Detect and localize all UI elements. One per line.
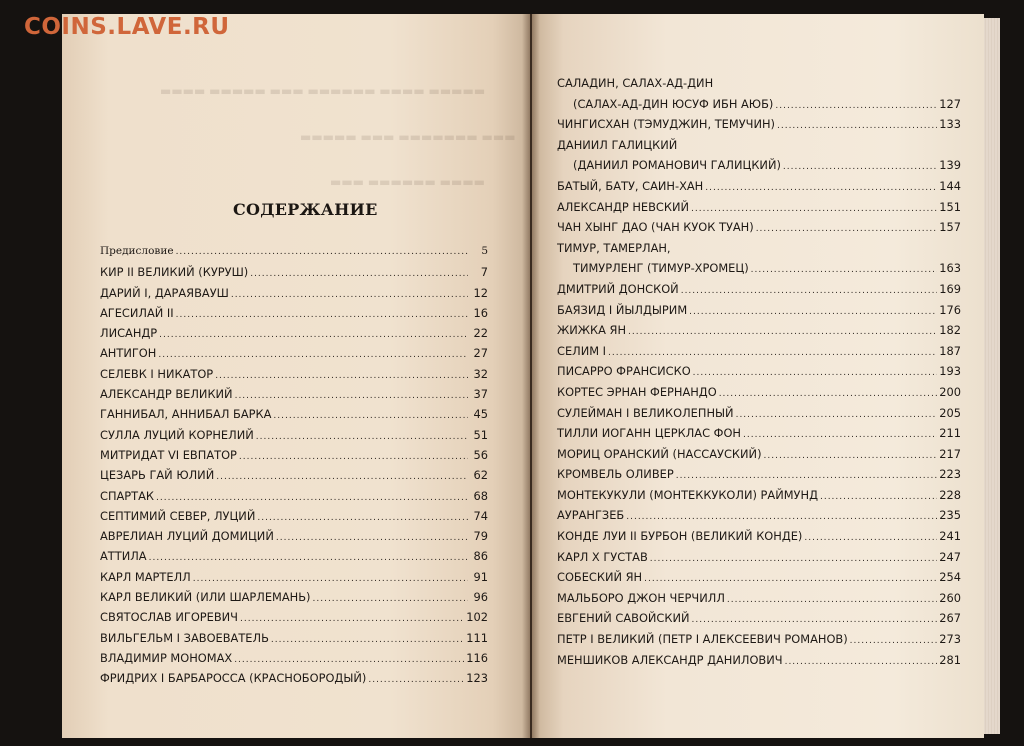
toc-entry — [557, 344, 961, 365]
toc-leader-dots — [777, 121, 937, 131]
toc-leader-dots — [273, 411, 468, 421]
toc-entry — [100, 651, 488, 671]
toc-entry-title: АТТИЛА — [100, 549, 147, 564]
toc-entry-page: 123 — [466, 671, 488, 686]
toc-entry — [100, 631, 488, 651]
toc-entry-title: СЕЛИМ I — [557, 343, 607, 358]
toc-entry-title: СОБЕСКИЙ ЯН — [557, 570, 643, 585]
toc-entry-page: 74 — [473, 508, 488, 523]
toc-entry-page: 217 — [939, 446, 961, 461]
toc-leader-dots — [693, 368, 938, 378]
toc-entry-page: 86 — [473, 549, 488, 564]
toc-leader-dots — [626, 512, 937, 522]
toc-entry — [557, 117, 961, 138]
toc-entry-page: 205 — [939, 405, 961, 420]
toc-entry — [557, 406, 961, 427]
toc-entry-page: 133 — [939, 117, 961, 132]
toc-entry — [557, 241, 961, 262]
toc-heading: СОДЕРЖАНИЕ — [233, 200, 378, 219]
toc-leader-dots — [719, 389, 938, 399]
toc-leader-dots — [176, 310, 468, 320]
toc-entry-page: 176 — [939, 302, 961, 317]
toc-entry-title: МОНТЕКУКУЛИ (МОНТЕККУКОЛИ) РАЙМУНД — [557, 487, 818, 502]
toc-entry-title: БАТЫЙ, БАТУ, САИН-ХАН — [557, 178, 704, 193]
toc-entry-page: 12 — [473, 285, 488, 300]
toc-entry-title: КАРЛ МАРТЕЛЛ — [100, 569, 191, 584]
toc-leader-dots — [628, 327, 937, 337]
toc-entry — [557, 550, 961, 571]
toc-entry-page: 273 — [939, 632, 961, 647]
toc-entry — [100, 509, 488, 529]
toc-entry — [557, 97, 961, 118]
toc-leader-dots — [764, 451, 938, 461]
toc-entry-page: 281 — [939, 652, 961, 667]
toc-entry-page: 187 — [939, 343, 961, 358]
bleed-through: ▬▬▬ ▬▬▬▬▬▬ ▬▬▬▬ — [330, 175, 486, 189]
toc-entry — [557, 426, 961, 447]
toc-entry-title: КИР II ВЕЛИКИЙ (КУРУШ) — [100, 265, 249, 280]
toc-leader-dots — [231, 290, 468, 300]
toc-leader-dots — [156, 493, 468, 503]
toc-entry-title: ТИМУР, ТАМЕРЛАН, — [557, 240, 671, 255]
toc-entry-title: ЛИСАНДР — [100, 326, 158, 341]
toc-entry — [100, 448, 488, 468]
toc-entry-page: 151 — [939, 199, 961, 214]
toc-entry-title: КОНДЕ ЛУИ II БУРБОН (ВЕЛИКИЙ КОНДЕ) — [557, 529, 803, 544]
toc-leader-dots — [751, 265, 938, 275]
toc-leader-dots — [271, 635, 464, 645]
toc-entry-title: ЧИНГИСХАН (ТЭМУДЖИН, ТЕМУЧИН) — [557, 117, 775, 132]
toc-leader-dots — [692, 615, 938, 625]
toc-entry-page: 223 — [939, 467, 961, 482]
toc-leader-dots — [650, 554, 937, 564]
toc-entry — [557, 261, 961, 282]
toc-leader-dots — [783, 162, 937, 172]
book-gutter — [522, 14, 540, 738]
toc-leader-dots — [257, 513, 468, 523]
toc-entry-title: СВЯТОСЛАВ ИГОРЕВИЧ — [100, 610, 238, 625]
toc-entry-page: 16 — [473, 305, 488, 320]
toc-entry — [100, 306, 488, 326]
toc-list-right — [557, 76, 961, 673]
toc-entry-title: ТИМУРЛЕНГ (ТИМУР-ХРОМЕЦ) — [573, 261, 749, 276]
toc-entry — [100, 570, 488, 590]
toc-entry-title: ВЛАДИМИР МОНОМАХ — [100, 650, 233, 665]
toc-entry-page: 163 — [939, 261, 961, 276]
toc-entry — [100, 245, 488, 265]
toc-entry-title: СПАРТАК — [100, 488, 155, 503]
toc-entry-title: ЖИЖКА ЯН — [557, 323, 627, 338]
toc-entry-title: КАРЛ Х ГУСТАВ — [557, 549, 648, 564]
toc-entry-title: (ДАНИИЛ РОМАНОВИЧ ГАЛИЦКИЙ) — [573, 158, 781, 173]
toc-entry — [100, 407, 488, 427]
toc-entry-title: ПИСАРРО ФРАНСИСКО — [557, 364, 691, 379]
toc-leader-dots — [176, 247, 468, 257]
toc-entry — [557, 179, 961, 200]
toc-entry-page: 37 — [473, 387, 488, 402]
toc-leader-dots — [193, 574, 468, 584]
page-edges — [984, 18, 1000, 734]
toc-leader-dots — [158, 350, 468, 360]
toc-leader-dots — [785, 657, 938, 667]
toc-leader-dots — [736, 410, 938, 420]
toc-entry-page: 62 — [473, 468, 488, 483]
toc-entry-title: ДАРИЙ I, ДАРАЯВАУШ — [100, 285, 229, 300]
toc-entry-title: СЕЛЕВК I НИКАТОР — [100, 366, 214, 381]
toc-entry — [100, 610, 488, 630]
toc-leader-dots — [727, 595, 937, 605]
toc-entry-page: 56 — [473, 447, 488, 462]
toc-entry — [557, 447, 961, 468]
toc-entry — [557, 323, 961, 344]
toc-entry-page: 32 — [473, 366, 488, 381]
toc-entry — [100, 326, 488, 346]
toc-entry — [557, 632, 961, 653]
toc-leader-dots — [216, 472, 468, 482]
toc-leader-dots — [240, 614, 464, 624]
toc-entry-page: 182 — [939, 323, 961, 338]
toc-entry-title: АЛЕКСАНДР НЕВСКИЙ — [557, 199, 689, 214]
toc-leader-dots — [820, 492, 937, 502]
toc-entry-title: ВИЛЬГЕЛЬМ I ЗАВОЕВАТЕЛЬ — [100, 630, 269, 645]
toc-entry — [557, 76, 961, 97]
toc-entry-page: 247 — [939, 549, 961, 564]
toc-entry — [557, 591, 961, 612]
toc-leader-dots — [239, 452, 468, 462]
bleed-through: ▬▬▬▬▬ ▬▬▬ ▬▬▬▬▬▬▬ ▬▬▬ — [300, 130, 516, 144]
toc-entry-page: 51 — [473, 427, 488, 442]
toc-entry-title: ПЕТР I ВЕЛИКИЙ (ПЕТР I АЛЕКСЕЕВИЧ РОМАНОВ) — [557, 632, 848, 647]
toc-entry-page: 267 — [939, 611, 961, 626]
toc-entry-page: 45 — [473, 407, 488, 422]
toc-entry — [557, 364, 961, 385]
toc-entry-page: 22 — [473, 326, 488, 341]
toc-entry-title: АУРАНГЗЕБ — [557, 508, 625, 523]
toc-entry-page: 235 — [939, 508, 961, 523]
toc-leader-dots — [676, 471, 938, 481]
toc-entry — [100, 489, 488, 509]
toc-leader-dots — [215, 371, 468, 381]
toc-entry-title: МЕНШИКОВ АЛЕКСАНДР ДАНИЛОВИЧ — [557, 652, 783, 667]
toc-entry — [557, 138, 961, 159]
toc-entry-title: ЦЕЗАРЬ ГАЙ ЮЛИЙ — [100, 468, 215, 483]
toc-entry-title: КРОМВЕЛЬ ОЛИВЕР — [557, 467, 674, 482]
toc-entry-title: СУЛЕЙМАН I ВЕЛИКОЛЕПНЫЙ — [557, 405, 734, 420]
toc-entry — [557, 570, 961, 591]
toc-entry-page: 27 — [473, 346, 488, 361]
toc-leader-dots — [313, 594, 469, 604]
toc-entry-title: ТИЛЛИ ИОГАНН ЦЕРКЛАС ФОН — [557, 426, 741, 441]
toc-entry-page: 102 — [466, 610, 488, 625]
toc-entry — [557, 220, 961, 241]
toc-entry — [557, 385, 961, 406]
toc-entry-title: Предисловие — [100, 245, 174, 257]
toc-entry-page: 260 — [939, 590, 961, 605]
toc-leader-dots — [743, 430, 937, 440]
toc-entry-page: 228 — [939, 487, 961, 502]
toc-leader-dots — [691, 204, 937, 214]
toc-leader-dots — [368, 675, 464, 685]
toc-leader-dots — [608, 348, 937, 358]
toc-entry — [100, 428, 488, 448]
toc-leader-dots — [804, 533, 937, 543]
toc-leader-dots — [234, 655, 464, 665]
toc-entry — [557, 158, 961, 179]
toc-entry-page: 169 — [939, 281, 961, 296]
toc-entry — [557, 529, 961, 550]
toc-entry — [557, 508, 961, 529]
toc-leader-dots — [149, 553, 468, 563]
toc-leader-dots — [689, 307, 937, 317]
bleed-through: ▬▬▬▬ ▬▬▬▬▬ ▬▬▬ ▬▬▬▬▬▬ ▬▬▬▬ ▬▬▬▬▬ — [160, 84, 486, 98]
toc-entry-page: 139 — [939, 158, 961, 173]
toc-entry-title: АВРЕЛИАН ЛУЦИЙ ДОМИЦИЙ — [100, 529, 274, 544]
toc-entry-title: ГАННИБАЛ, АННИБАЛ БАРКА — [100, 407, 272, 422]
toc-entry — [557, 303, 961, 324]
toc-entry — [557, 282, 961, 303]
toc-entry-page: 241 — [939, 529, 961, 544]
toc-leader-dots — [850, 636, 938, 646]
toc-entry — [100, 367, 488, 387]
toc-entry-page: 144 — [939, 178, 961, 193]
toc-entry-page: 96 — [473, 590, 488, 605]
toc-entry-page: 116 — [466, 650, 488, 665]
toc-entry — [100, 529, 488, 549]
toc-entry-page: 254 — [939, 570, 961, 585]
toc-entry — [557, 488, 961, 509]
toc-entry-title: МОРИЦ ОРАНСКИЙ (НАССАУСКИЙ) — [557, 446, 762, 461]
toc-entry — [557, 653, 961, 674]
toc-entry — [100, 265, 488, 285]
toc-entry-page: 127 — [939, 96, 961, 111]
toc-leader-dots — [705, 183, 937, 193]
toc-entry-page: 7 — [480, 265, 488, 280]
toc-entry — [557, 200, 961, 221]
toc-entry-title: ЕВГЕНИЙ САВОЙСКИЙ — [557, 611, 690, 626]
toc-entry-page: 157 — [939, 220, 961, 235]
toc-entry — [100, 387, 488, 407]
toc-entry-title: КАРЛ ВЕЛИКИЙ (ИЛИ ШАРЛЕМАНЬ) — [100, 590, 311, 605]
toc-entry-title: АЛЕКСАНДР ВЕЛИКИЙ — [100, 387, 233, 402]
toc-entry — [100, 346, 488, 366]
toc-entry-title: АНТИГОН — [100, 346, 157, 361]
toc-entry-title: ЧАН ХЫНГ ДАО (ЧАН КУОК ТУАН) — [557, 220, 754, 235]
toc-entry-title: СЕПТИМИЙ СЕВЕР, ЛУЦИЙ — [100, 508, 256, 523]
toc-entry-title: АГЕСИЛАЙ II — [100, 305, 174, 320]
toc-leader-dots — [276, 533, 468, 543]
toc-entry-title: ФРИДРИХ I БАРБАРОССА (КРАСНОБОРОДЫЙ) — [100, 671, 367, 686]
toc-leader-dots — [235, 391, 468, 401]
toc-entry-page: 200 — [939, 384, 961, 399]
toc-leader-dots — [681, 286, 938, 296]
toc-entry-title: МАЛЬБОРО ДЖОН ЧЕРЧИЛЛ — [557, 590, 725, 605]
toc-entry-title: (САЛАХ-АД-ДИН ЮСУФ ИБН АЮБ) — [573, 96, 774, 111]
toc-entry-title: ДАНИИЛ ГАЛИЦКИЙ — [557, 137, 678, 152]
toc-entry-title: МИТРИДАТ VI ЕВПАТОР — [100, 447, 237, 462]
toc-entry — [100, 549, 488, 569]
toc-list-left — [100, 245, 488, 692]
toc-entry — [557, 467, 961, 488]
toc-entry-title: КОРТЕС ЭРНАН ФЕРНАНДО — [557, 384, 717, 399]
toc-entry-page: 111 — [466, 630, 488, 645]
toc-entry-title: САЛАДИН, САЛАХ-АД-ДИН — [557, 76, 714, 90]
toc-entry-title: СУЛЛА ЛУЦИЙ КОРНЕЛИЙ — [100, 427, 254, 442]
toc-leader-dots — [256, 432, 468, 442]
toc-entry-page: 5 — [481, 245, 488, 257]
toc-leader-dots — [756, 224, 938, 234]
toc-entry-page: 211 — [939, 426, 961, 441]
toc-entry — [100, 590, 488, 610]
toc-entry-page: 68 — [473, 488, 488, 503]
toc-entry-title: БАЯЗИД I ЙЫЛДЫРИМ — [557, 302, 688, 317]
toc-leader-dots — [250, 269, 468, 279]
toc-entry — [100, 286, 488, 306]
toc-entry-title: ДМИТРИЙ ДОНСКОЙ — [557, 281, 679, 296]
toc-leader-dots — [644, 574, 937, 584]
toc-entry-page: 79 — [473, 529, 488, 544]
site-watermark: COINS.LAVE.RU — [24, 14, 230, 40]
toc-entry — [557, 611, 961, 632]
toc-leader-dots — [775, 101, 937, 111]
toc-leader-dots — [159, 330, 468, 340]
toc-entry-page: 91 — [473, 569, 488, 584]
toc-entry-page: 193 — [939, 364, 961, 379]
toc-entry — [100, 671, 488, 691]
toc-entry — [100, 468, 488, 488]
